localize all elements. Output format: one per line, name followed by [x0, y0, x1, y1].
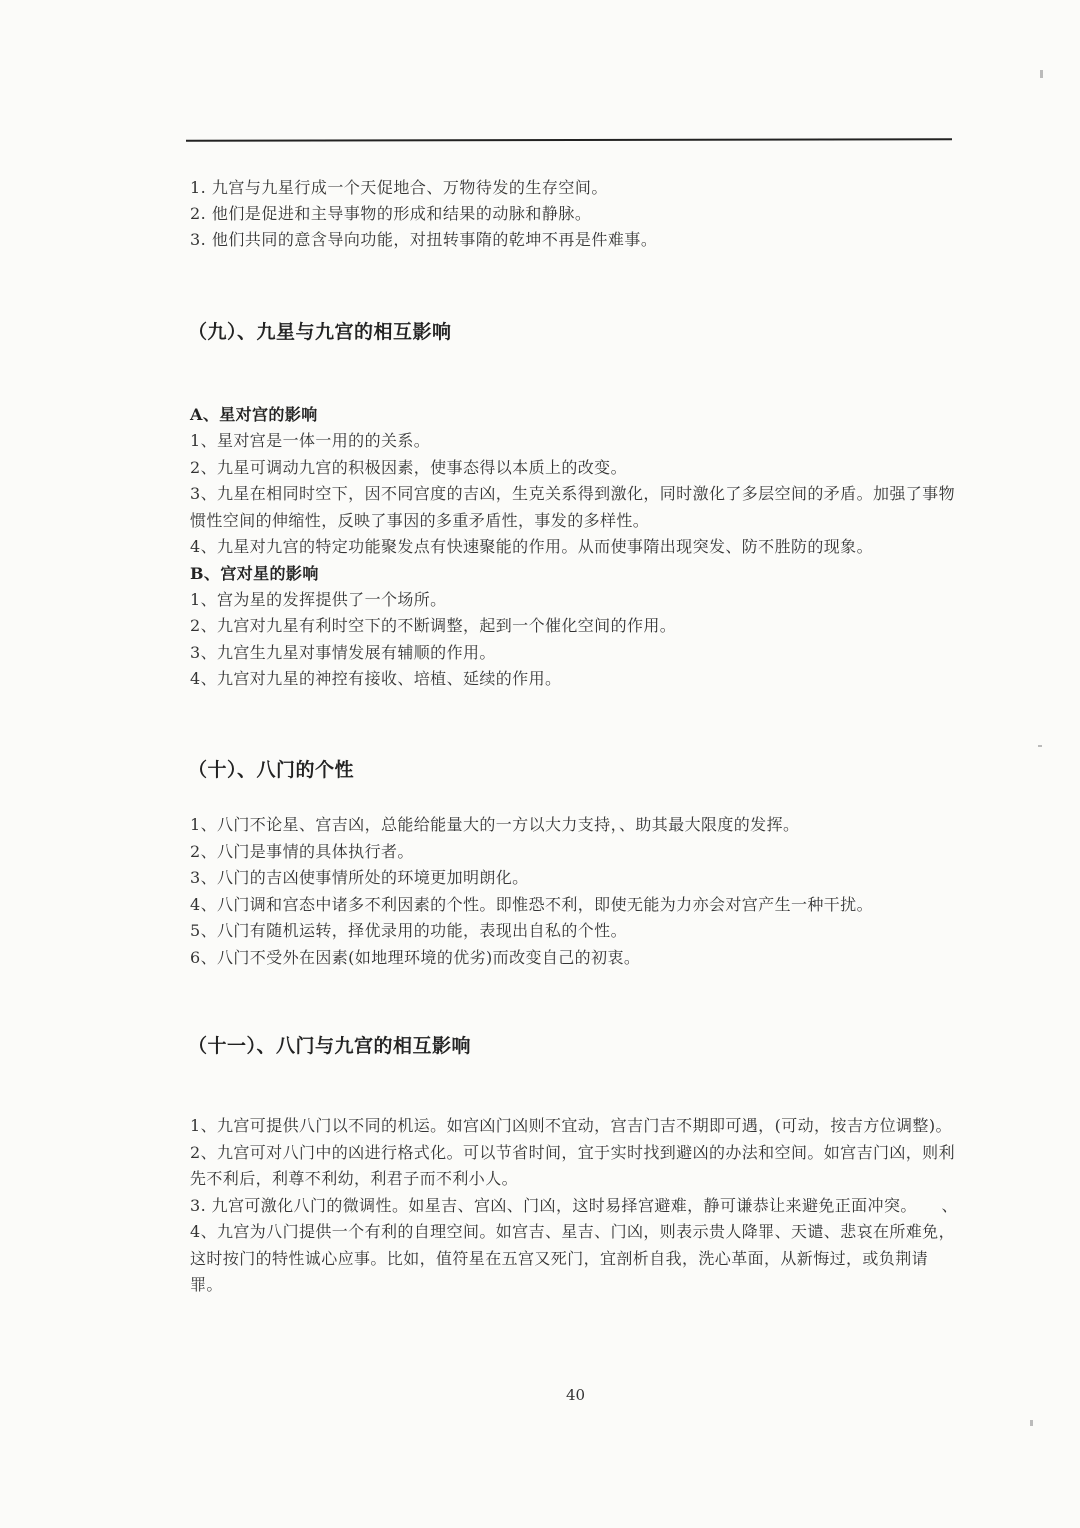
- list-item: 3. 九宫可激化八门的微调性。如星吉、宫凶、门凶，这时易择宫避难，静可谦恭让来避免正面冲突。 、: [190, 1195, 958, 1215]
- list-item: 6、八门不受外在因素(如地理环境的优劣)而改变自己的初衷。: [190, 947, 641, 967]
- section-heading-10: （十）、八门的个性: [188, 759, 355, 781]
- list-item: 2、九星可调动九宫的积极因素，使事态得以本质上的改变。: [190, 457, 627, 477]
- page-number: 40: [566, 1386, 586, 1404]
- subheading-b: B、宫对星的影响: [190, 563, 319, 583]
- list-item: 5、八门有随机运转，择优录用的功能，表现出自私的个性。: [190, 921, 627, 940]
- scan-speck: [1030, 1420, 1033, 1426]
- list-item: 2、九宫对九星有利时空下的不断调整，起到一个催化空间的作用。: [190, 616, 677, 635]
- list-item: 1. 九宫与九星行成一个天促地合、万物待发的生存空间。: [190, 178, 608, 197]
- list-item: 4、八门调和宫态中诸多不利因素的个性。即惟恐不利，即使无能为力亦会对宫产生一种干扰。: [190, 894, 873, 914]
- list-item: 3、九宫生九星对事情发展有辅顺的作用。: [190, 642, 496, 662]
- list-item: 2. 他们是促进和主导事物的形成和结果的动脉和静脉。: [190, 204, 592, 223]
- list-item: 1、宫为星的发挥提供了一个场所。: [190, 589, 447, 609]
- scan-speck: [1038, 745, 1042, 747]
- section-9-body: [190, 402, 960, 693]
- header-rule: [186, 138, 952, 142]
- list-item: 3、九星在相同时空下，因不同宫度的吉凶，生克关系得到激化，同时激化了多层空间的矛盾。加强了事物惯性空间的伸缩性，反映了事因的多重矛盾性，事发的多样性。: [190, 484, 955, 530]
- list-item: 3. 他们共同的意含导向功能，对扭转事隋的乾坤不再是件难事。: [190, 230, 658, 249]
- section-heading-11: （十一）、八门与九宫的相互影响: [188, 1035, 472, 1057]
- list-item: 3、八门的吉凶使事情所处的环境更加明朗化。: [190, 868, 529, 887]
- list-item: 4、九宫为八门提供一个有利的自理空间。如宫吉、星吉、门凶，则表示贵人降罪、天谴、悲哀在所难免，这时按门的特性诚心应事。比如，值符星在五宫又死门，宜剖析自我，洗心革面，从新悔过，或负荆请罪。: [190, 1222, 955, 1294]
- subheading-a: A、星对宫的影响: [190, 405, 318, 424]
- section-heading-9: （九）、九星与九宫的相互影响: [188, 321, 452, 343]
- list-item: 1、星对宫是一体一用的的关系。: [190, 431, 431, 450]
- intro-list: [190, 175, 960, 253]
- section-11-body: [190, 1113, 960, 1299]
- list-item: 2、九宫可对八门中的凶进行格式化。可以节省时间，宜于实时找到避凶的办法和空间。如宫吉门凶，则利先不利后，利尊不利幼，利君子而不利小人。: [190, 1142, 955, 1188]
- list-item: 4、九星对九宫的特定功能聚发点有快速聚能的作用。从而使事隋出现突发、防不胜防的现象。: [190, 537, 873, 556]
- list-item: 1、八门不论星、宫吉凶，总能给能量大的一方以大力支持，、助其最大限度的发挥。: [190, 815, 800, 834]
- list-item: 4、九宫对九星的神控有接收、培植、延续的作用。: [190, 669, 562, 688]
- section-10-body: [190, 812, 960, 971]
- scan-speck: [1040, 70, 1043, 78]
- list-item: 2、八门是事情的具体执行者。: [190, 841, 414, 861]
- list-item: 1、九宫可提供八门以不同的机运。如宫凶门凶则不宜动，宫吉门吉不期即可遇，(可动，按吉方位调整)。: [190, 1116, 952, 1135]
